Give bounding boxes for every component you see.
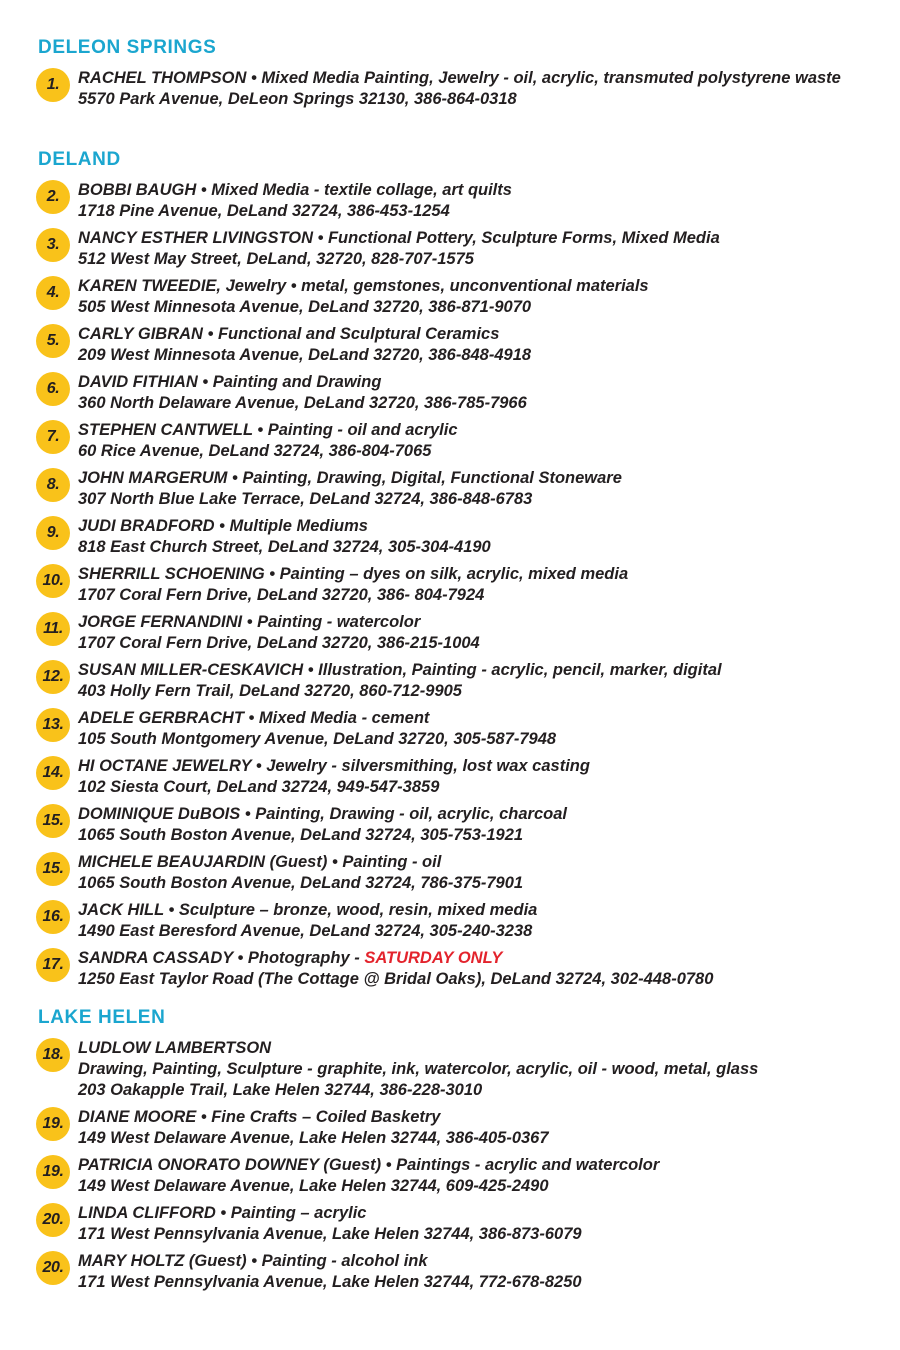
section-heading: DELAND [38, 149, 121, 170]
artist-heading-line [78, 468, 886, 489]
artist-heading-line [78, 900, 886, 921]
artist-entry [36, 324, 886, 366]
artist-address: 105 South Montgomery Avenue, DeLand 32720, 305-587-7948 [78, 730, 557, 748]
stop-number-badge: 14. [36, 756, 70, 790]
artist-entry [36, 948, 886, 990]
artist-heading-line [78, 420, 886, 441]
stop-number-badge: 20. [36, 1203, 70, 1237]
artist-heading-line [78, 1038, 886, 1059]
artist-heading-line [78, 1155, 886, 1176]
artist-entry [36, 612, 886, 654]
artist-medium: Painting - oil [342, 853, 442, 871]
artist-name: STEPHEN CANTWELL [78, 421, 253, 439]
artist-heading-line [78, 660, 886, 681]
artist-heading-line [78, 180, 886, 201]
artist-entry [36, 276, 886, 318]
artist-entry [36, 852, 886, 894]
artist-name: SUSAN MILLER-CESKAVICH [78, 661, 304, 679]
artist-entry [36, 228, 886, 270]
stop-number-badge: 15. [36, 852, 70, 886]
bullet-separator: • [232, 949, 248, 967]
artist-medium: Paintings - acrylic and watercolor [396, 1156, 660, 1174]
bullet-separator: • [251, 757, 267, 775]
bullet-separator: • [242, 613, 258, 631]
artist-medium: Photography - [247, 949, 365, 967]
artist-medium: Sculpture – bronze, wood, resin, mixed media [178, 901, 538, 919]
artist-name: MICHELE BEAUJARDIN (Guest) [78, 853, 328, 871]
stop-number-badge: 15. [36, 804, 70, 838]
bullet-separator: • [286, 277, 302, 295]
artist-entry [36, 804, 886, 846]
artist-name: PATRICIA ONORATO DOWNEY (Guest) [78, 1156, 382, 1174]
bullet-separator: • [246, 1252, 262, 1270]
artist-heading-line [78, 68, 886, 89]
bullet-separator: • [381, 1156, 397, 1174]
artist-address: 203 Oakapple Trail, Lake Helen 32744, 386-228-3010 [78, 1081, 483, 1099]
artist-medium: Painting, Drawing, Digital, Functional Stoneware [242, 469, 622, 487]
stop-number-badge: 17. [36, 948, 70, 982]
artist-name: JORGE FERNANDINI [78, 613, 243, 631]
stop-number-badge: 9. [36, 516, 70, 550]
stop-number-badge: 10. [36, 564, 70, 598]
artist-name: DOMINIQUE DuBOIS [78, 805, 241, 823]
artist-heading-line [78, 564, 886, 585]
artist-address: 102 Siesta Court, DeLand 32724, 949-547-3859 [78, 778, 440, 796]
artist-heading-line [78, 612, 886, 633]
artist-heading-line [78, 708, 886, 729]
bullet-separator: • [240, 805, 256, 823]
artist-entry [36, 1038, 886, 1101]
artist-medium-detail: Drawing, Painting, Sculpture - graphite, ink, watercolor, acrylic, oil - wood, metal, glass [78, 1060, 759, 1078]
artist-address: 818 East Church Street, DeLand 32724, 305-304-4190 [78, 538, 491, 556]
artist-name: RACHEL THOMPSON [78, 69, 247, 87]
artist-name: KAREN TWEEDIE, Jewelry [78, 277, 287, 295]
artist-heading-line [78, 756, 886, 777]
artist-heading-line [78, 852, 886, 873]
artist-name: CARLY GIBRAN [78, 325, 203, 343]
artist-address: 171 West Pennsylvania Avenue, Lake Helen 32744, 772-678-8250 [78, 1273, 582, 1291]
artist-medium: Multiple Mediums [229, 517, 368, 535]
artist-address: 5570 Park Avenue, DeLeon Springs 32130, 386-864-0318 [78, 90, 517, 108]
stop-number-badge: 4. [36, 276, 70, 310]
artist-heading-line [78, 1251, 886, 1272]
artist-entry [36, 564, 886, 606]
artist-address: 1065 South Boston Avenue, DeLand 32724, 305-753-1921 [78, 826, 524, 844]
artist-entry [36, 68, 886, 110]
artist-medium: Painting – acrylic [230, 1204, 367, 1222]
stop-number-badge: 20. [36, 1251, 70, 1285]
bullet-separator: • [327, 853, 343, 871]
stop-number-badge: 13. [36, 708, 70, 742]
bullet-separator: • [264, 565, 280, 583]
artist-name: MARY HOLTZ (Guest) [78, 1252, 247, 1270]
artist-address: 1065 South Boston Avenue, DeLand 32724, 786-375-7901 [78, 874, 524, 892]
artist-entry [36, 420, 886, 462]
artist-name: ADELE GERBRACHT [78, 709, 244, 727]
artist-heading-line [78, 1107, 886, 1128]
artist-name: NANCY ESTHER LIVINGSTON [78, 229, 314, 247]
artist-entry [36, 1155, 886, 1197]
bullet-separator: • [196, 1108, 212, 1126]
stop-number-badge: 2. [36, 180, 70, 214]
artist-entry [36, 468, 886, 510]
artist-address: 1250 East Taylor Road (The Cottage @ Bridal Oaks), DeLand 32724, 302-448-0780 [78, 970, 714, 988]
artist-address: 171 West Pennsylvania Avenue, Lake Helen 32744, 386-873-6079 [78, 1225, 582, 1243]
artist-address: 403 Holly Fern Trail, DeLand 32720, 860-712-9905 [78, 682, 462, 700]
artist-medium: Painting - oil and acrylic [267, 421, 458, 439]
artist-medium: Mixed Media - cement [258, 709, 430, 727]
artist-address: 307 North Blue Lake Terrace, DeLand 32724, 386-848-6783 [78, 490, 533, 508]
artist-entry [36, 1251, 886, 1293]
stop-number-badge: 12. [36, 660, 70, 694]
artist-entry [36, 180, 886, 222]
artist-medium: Functional Pottery, Sculpture Forms, Mixed Media [327, 229, 720, 247]
bullet-separator: • [163, 901, 179, 919]
artist-name: LUDLOW LAMBERTSON [78, 1039, 272, 1057]
artist-medium: Mixed Media - textile collage, art quilts [211, 181, 512, 199]
artist-name: DIANE MOORE [78, 1108, 197, 1126]
stop-number-badge: 11. [36, 612, 70, 646]
artist-entry [36, 1107, 886, 1149]
artist-address: 209 West Minnesota Avenue, DeLand 32720, 386-848-4918 [78, 346, 532, 364]
artist-name: SANDRA CASSADY [78, 949, 233, 967]
artist-address: 149 West Delaware Avenue, Lake Helen 32744, 609-425-2490 [78, 1177, 549, 1195]
artist-address: 1490 East Beresford Avenue, DeLand 32724, 305-240-3238 [78, 922, 533, 940]
stop-number-badge: 5. [36, 324, 70, 358]
artist-heading-line [78, 948, 886, 969]
availability-note: SATURDAY ONLY [364, 949, 503, 967]
artist-medium: Illustration, Painting - acrylic, pencil, marker, digital [318, 661, 722, 679]
bullet-separator: • [243, 709, 259, 727]
stop-number-badge: 19. [36, 1107, 70, 1141]
artist-name: JACK HILL [78, 901, 164, 919]
artist-name: JOHN MARGERUM [78, 469, 228, 487]
stop-number-badge: 8. [36, 468, 70, 502]
artist-entry [36, 660, 886, 702]
artist-name: DAVID FITHIAN [78, 373, 198, 391]
artist-entry [36, 1203, 886, 1245]
bullet-separator: • [197, 373, 213, 391]
bullet-separator: • [196, 181, 212, 199]
artist-address: 360 North Delaware Avenue, DeLand 32720, 386-785-7966 [78, 394, 527, 412]
artist-name: SHERRILL SCHOENING [78, 565, 265, 583]
artist-heading-line [78, 516, 886, 537]
bullet-separator: • [214, 517, 230, 535]
bullet-separator: • [252, 421, 268, 439]
artist-heading-line [78, 804, 886, 825]
section-heading: LAKE HELEN [38, 1007, 166, 1028]
artist-entry [36, 756, 886, 798]
artist-heading-line [78, 276, 886, 297]
artist-medium: Mixed Media Painting, Jewelry - oil, acrylic, transmuted polystyrene waste [261, 69, 841, 87]
artist-name: JUDI BRADFORD [78, 517, 215, 535]
bullet-separator: • [303, 661, 319, 679]
artist-address: 1707 Coral Fern Drive, DeLand 32720, 386- 804-7924 [78, 586, 485, 604]
bullet-separator: • [313, 229, 328, 247]
artist-heading-line [78, 324, 886, 345]
artist-entry [36, 900, 886, 942]
artist-name: BOBBI BAUGH [78, 181, 197, 199]
artist-heading-line [78, 372, 886, 393]
artist-name: HI OCTANE JEWELRY [78, 757, 252, 775]
artist-heading-line [78, 228, 886, 249]
artist-medium: Painting, Drawing - oil, acrylic, charcoal [255, 805, 567, 823]
artist-medium: Painting - watercolor [257, 613, 421, 631]
artist-entry [36, 708, 886, 750]
artist-address: 512 West May Street, DeLand, 32720, 828-707-1575 [78, 250, 474, 268]
artist-medium: Painting - alcohol ink [261, 1252, 428, 1270]
artist-medium: Painting – dyes on silk, acrylic, mixed media [279, 565, 629, 583]
artist-address: 60 Rice Avenue, DeLand 32724, 386-804-7065 [78, 442, 432, 460]
artist-address: 149 West Delaware Avenue, Lake Helen 32744, 386-405-0367 [78, 1129, 549, 1147]
artist-entry [36, 516, 886, 558]
artist-name: LINDA CLIFFORD [78, 1204, 216, 1222]
bullet-separator: • [227, 469, 243, 487]
bullet-separator: • [202, 325, 218, 343]
artist-address: 505 West Minnesota Avenue, DeLand 32720, 386-871-9070 [78, 298, 532, 316]
artist-medium: Functional and Sculptural Ceramics [217, 325, 500, 343]
artist-medium: Fine Crafts – Coiled Basketry [211, 1108, 441, 1126]
stop-number-badge: 19. [36, 1155, 70, 1189]
artist-medium: Jewelry - silversmithing, lost wax casting [266, 757, 590, 775]
stop-number-badge: 6. [36, 372, 70, 406]
artist-heading-line [78, 1203, 886, 1224]
artist-medium: metal, gemstones, unconventional materials [301, 277, 649, 295]
artist-address: 1707 Coral Fern Drive, DeLand 32720, 386-215-1004 [78, 634, 480, 652]
stop-number-badge: 1. [36, 68, 70, 102]
artist-entry [36, 372, 886, 414]
stop-number-badge: 18. [36, 1038, 70, 1072]
stop-number-badge: 16. [36, 900, 70, 934]
stop-number-badge: 3. [36, 228, 70, 262]
stop-number-badge: 7. [36, 420, 70, 454]
artist-address: 1718 Pine Avenue, DeLand 32724, 386-453-1254 [78, 202, 450, 220]
artist-medium: Painting and Drawing [212, 373, 382, 391]
bullet-separator: • [246, 69, 262, 87]
section-heading: DELEON SPRINGS [38, 37, 217, 58]
bullet-separator: • [215, 1204, 231, 1222]
